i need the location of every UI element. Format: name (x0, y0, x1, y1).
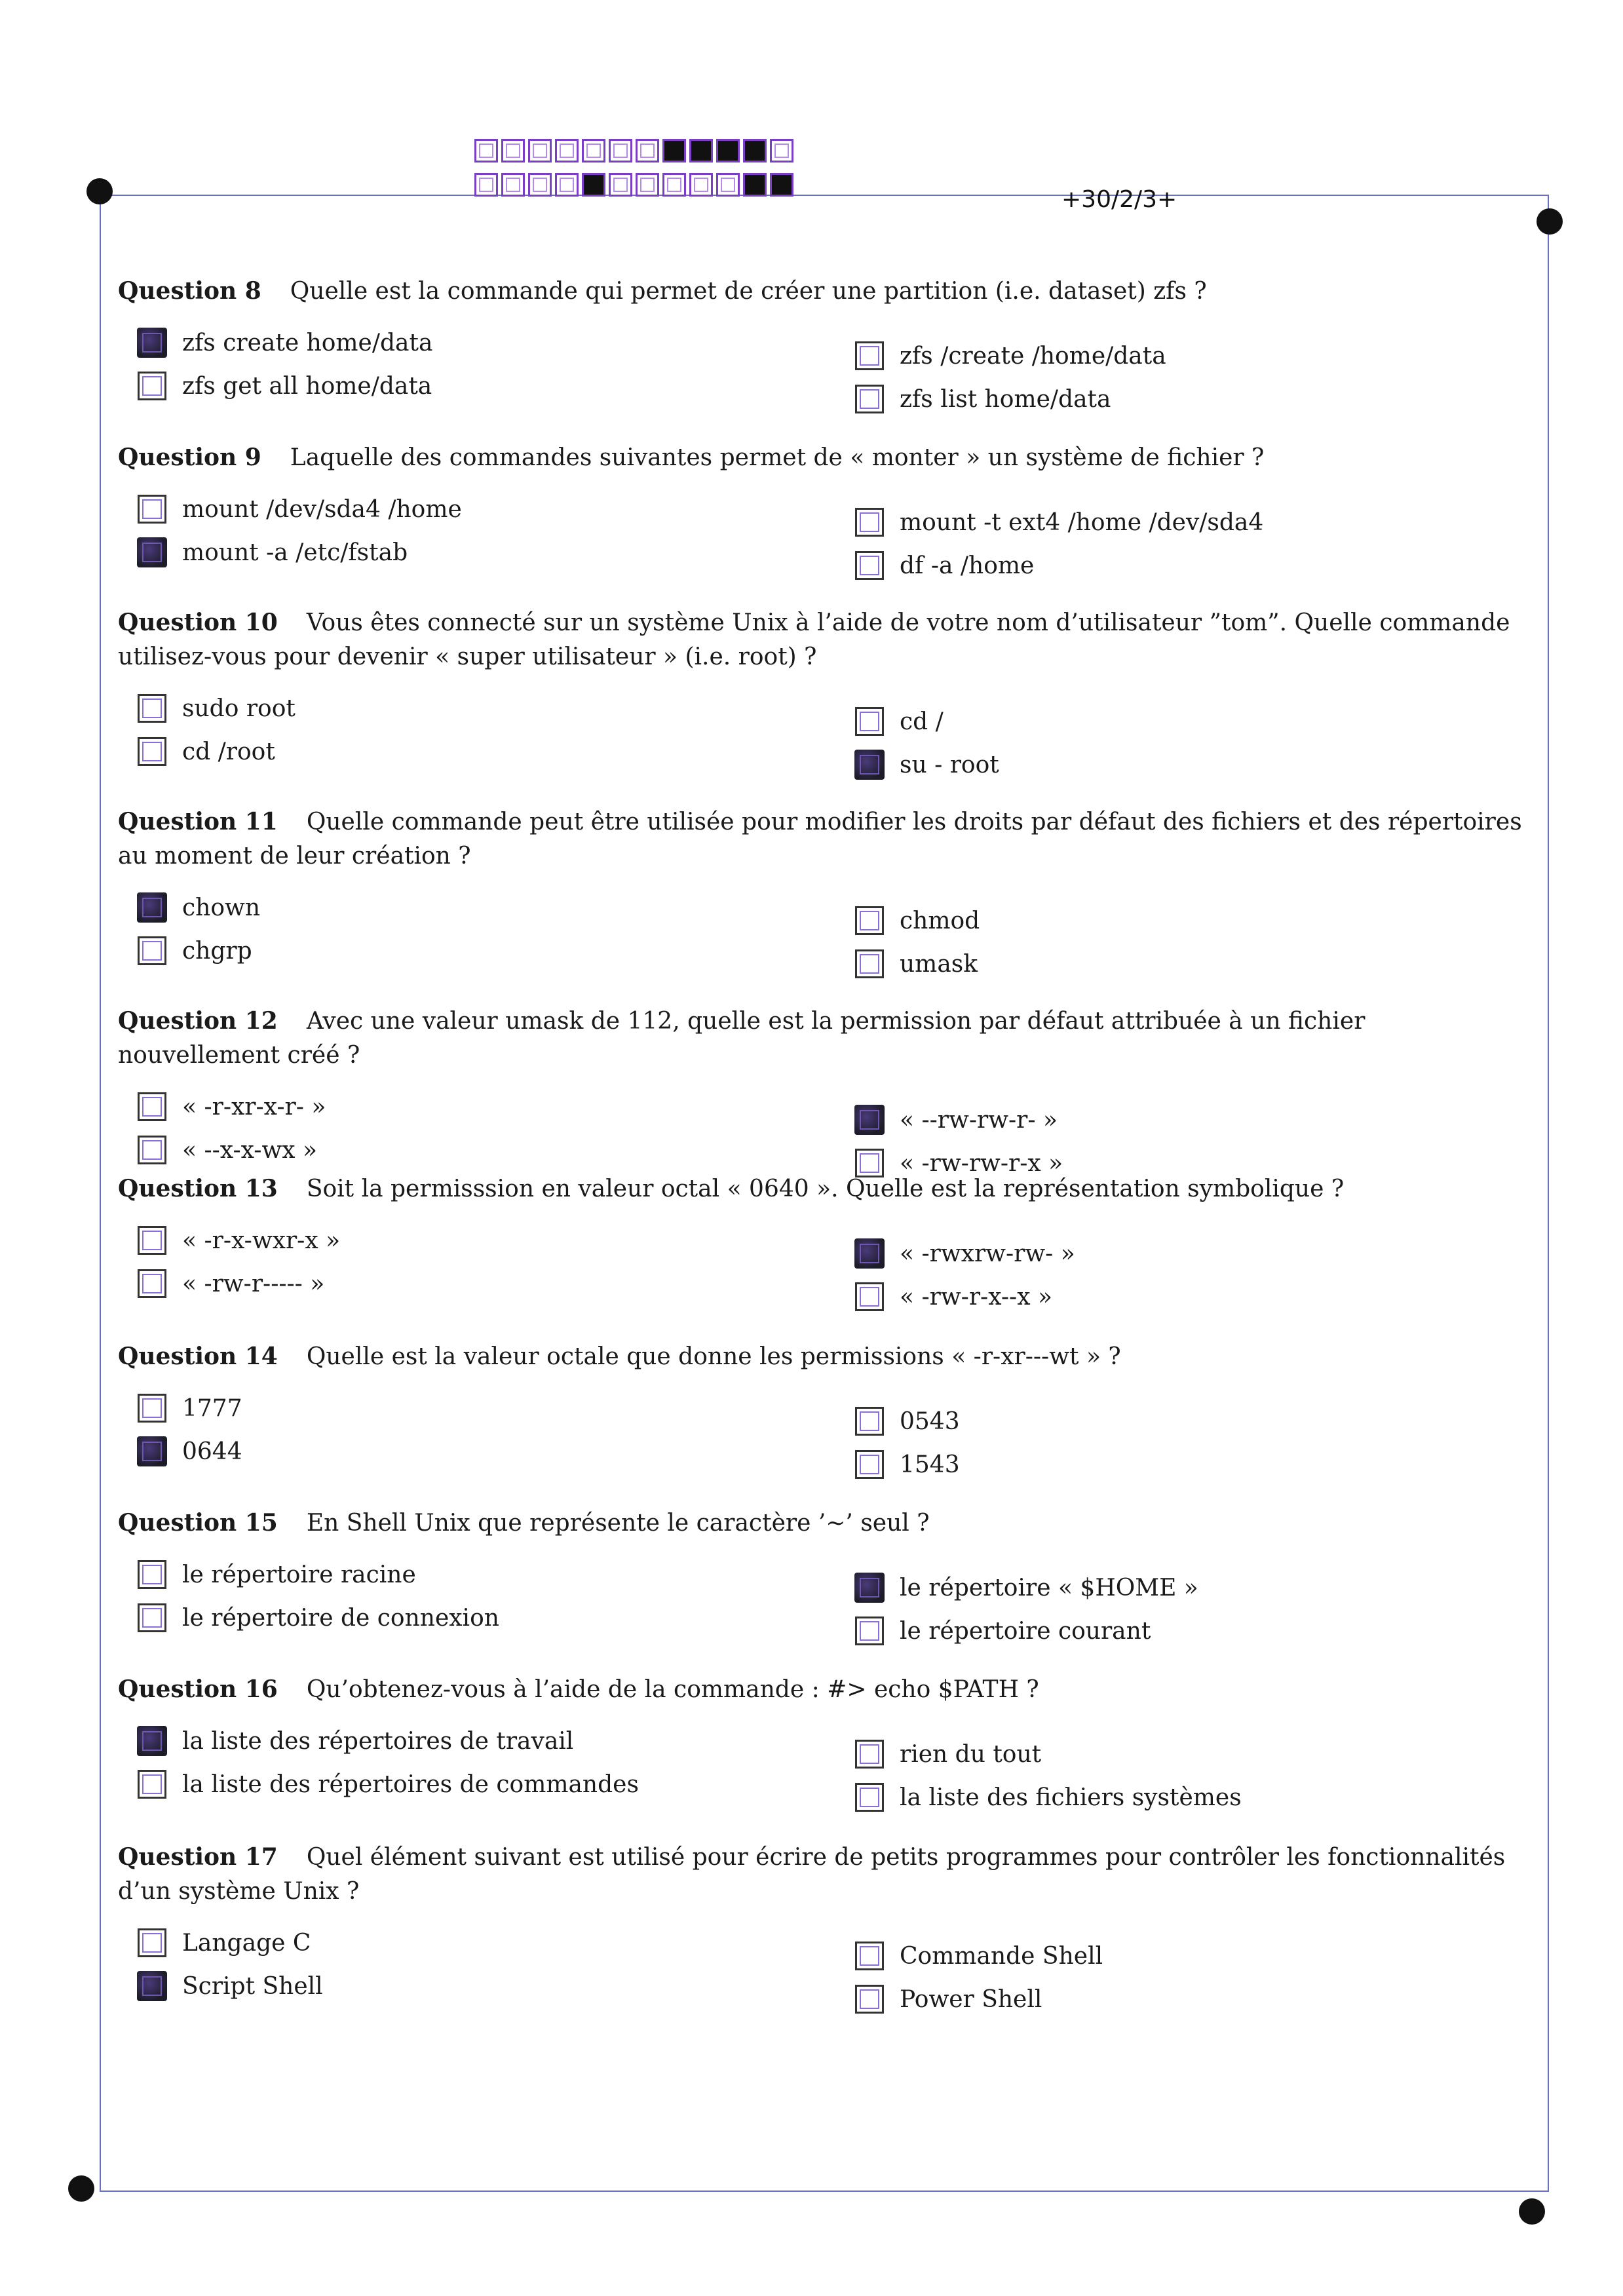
checkbox-checked[interactable] (855, 1105, 884, 1134)
answer-label: « -r-xr-x-r- » (182, 1093, 326, 1120)
checkbox-empty[interactable] (855, 906, 884, 935)
question-block (118, 1172, 1527, 1322)
answer-label: df -a /home (900, 552, 1035, 579)
answer-option[interactable] (855, 1982, 1042, 2016)
question-label: Question 15 (118, 1509, 278, 1537)
question-block (118, 605, 1527, 790)
checkbox-empty[interactable] (855, 341, 884, 370)
answer-option[interactable] (138, 1434, 242, 1468)
answer-option[interactable] (138, 1267, 324, 1301)
answer-label: 1777 (182, 1394, 242, 1422)
checkbox-empty[interactable] (138, 1092, 166, 1121)
barcode-row (474, 139, 797, 163)
checkbox-checked[interactable] (138, 893, 166, 922)
answer-label: umask (900, 950, 978, 978)
question-block (118, 440, 1527, 590)
checkbox-empty[interactable] (855, 551, 884, 580)
answer-label: sudo root (182, 695, 296, 722)
answer-label: chown (182, 894, 261, 921)
answer-option[interactable] (855, 704, 944, 738)
answer-option[interactable] (855, 339, 1166, 373)
registration-dot-top-right (1537, 208, 1563, 235)
answer-option[interactable] (855, 1939, 1103, 1973)
answer-label: 1543 (900, 1451, 960, 1478)
answer-label: le répertoire de connexion (182, 1604, 499, 1632)
question-text (118, 440, 1527, 475)
checkbox-checked[interactable] (855, 1239, 884, 1268)
barcode-cell (716, 139, 740, 163)
barcode-cell (501, 173, 525, 197)
answer-label: su - root (900, 751, 999, 778)
barcode-cell (770, 139, 793, 163)
checkbox-empty[interactable] (855, 1740, 884, 1769)
question-block (118, 1840, 1527, 2024)
answer-options (118, 1223, 1527, 1322)
answer-label: « --x-x-wx » (182, 1136, 318, 1164)
answer-label: zfs list home/data (900, 385, 1111, 413)
checkbox-empty[interactable] (138, 1770, 166, 1799)
answer-option[interactable] (855, 1404, 960, 1438)
checkbox-empty[interactable] (138, 1394, 166, 1423)
checkbox-empty[interactable] (855, 949, 884, 978)
barcode-cell (474, 173, 498, 197)
checkbox-empty[interactable] (138, 1136, 166, 1164)
answer-option[interactable] (138, 890, 260, 925)
answer-option[interactable] (138, 1969, 323, 2003)
checkbox-empty[interactable] (138, 1928, 166, 1957)
answer-label: cd /root (182, 738, 275, 765)
barcode-row (474, 173, 797, 197)
answer-label: 0644 (182, 1438, 242, 1465)
answer-option[interactable] (138, 1724, 573, 1758)
answer-option[interactable] (855, 1737, 1041, 1771)
checkbox-checked[interactable] (855, 1573, 884, 1602)
answer-option[interactable] (138, 1391, 242, 1425)
barcode-cell (662, 139, 686, 163)
checkbox-checked[interactable] (855, 750, 884, 779)
checkbox-empty[interactable] (855, 1942, 884, 1970)
question-block (118, 805, 1527, 989)
checkbox-checked[interactable] (138, 1437, 166, 1466)
answer-label: 0543 (900, 1407, 960, 1435)
answer-option[interactable] (855, 748, 999, 782)
checkbox-empty[interactable] (138, 495, 166, 524)
checkbox-empty[interactable] (855, 1617, 884, 1645)
question-label: Question 14 (118, 1343, 278, 1370)
answer-options (118, 326, 1527, 424)
question-text (118, 1172, 1527, 1206)
question-prompt: Quel élément suivant est utilisé pour écrire de petits programmes pour contrôler les fonctionnalités d’un système Unix ? (118, 1844, 1506, 1905)
answer-option[interactable] (855, 1236, 1075, 1271)
question-block (118, 1672, 1527, 1822)
answer-label: « -rw-rw-r-x » (900, 1149, 1063, 1177)
answer-option[interactable] (855, 1614, 1151, 1648)
checkbox-empty[interactable] (138, 1226, 166, 1255)
answer-option[interactable] (138, 1133, 317, 1167)
answer-label: « -r-x-wxr-x » (182, 1227, 341, 1254)
checkbox-empty[interactable] (138, 936, 166, 965)
answer-label: mount /dev/sda4 /home (182, 495, 462, 523)
answer-label: Commande Shell (900, 1942, 1103, 1970)
barcode-cell (528, 173, 552, 197)
question-prompt: Vous êtes connecté sur un système Unix à l’aide de votre nom d’utilisateur ”tom”. Quelle commande utilisez-vous pour devenir « super utilisateur » (i.e. root) ? (118, 609, 1510, 670)
answer-option[interactable] (138, 369, 432, 403)
answer-label: Power Shell (900, 1985, 1042, 2013)
answer-option[interactable] (138, 1601, 499, 1635)
barcode-cell (609, 139, 632, 163)
answer-label: la liste des répertoires de commandes (182, 1770, 639, 1798)
barcode-cell (528, 139, 552, 163)
answer-label: mount -a /etc/fstab (182, 539, 408, 566)
question-prompt: En Shell Unix que représente le caractère ’∼’ seul ? (306, 1510, 930, 1537)
question-block (118, 1004, 1527, 1188)
answer-option[interactable] (855, 947, 978, 981)
answer-label: chmod (900, 907, 980, 934)
question-text (118, 1506, 1527, 1540)
question-text (118, 805, 1527, 873)
answer-option[interactable] (138, 1558, 416, 1592)
question-label: Question 17 (118, 1843, 278, 1871)
answer-label: « --rw-rw-r- » (900, 1106, 1058, 1134)
answer-label: chgrp (182, 937, 252, 965)
checkbox-empty[interactable] (855, 508, 884, 537)
answer-option[interactable] (138, 535, 408, 569)
checkbox-empty[interactable] (138, 737, 166, 766)
answer-label: « -rw-r-x--x » (900, 1283, 1052, 1311)
answer-option[interactable] (138, 735, 275, 769)
question-block (118, 1506, 1527, 1656)
answer-label: zfs create home/data (182, 329, 433, 356)
answer-options (118, 1724, 1527, 1822)
barcode-cell (582, 173, 605, 197)
answer-option[interactable] (138, 934, 252, 968)
checkbox-empty[interactable] (855, 1783, 884, 1812)
checkbox-empty[interactable] (138, 694, 166, 723)
registration-dot-bottom-left (68, 2175, 94, 2202)
answer-options (118, 890, 1527, 989)
answer-label: Script Shell (182, 1972, 323, 2000)
question-text (118, 1004, 1527, 1073)
answer-options (118, 691, 1527, 790)
answer-option[interactable] (138, 492, 462, 526)
registration-dot-bottom-right (1519, 2198, 1545, 2225)
question-text (118, 1672, 1527, 1707)
checkbox-empty[interactable] (138, 1603, 166, 1632)
answer-option[interactable] (855, 382, 1111, 416)
question-prompt: Quelle est la commande qui permet de créer une partition (i.e. dataset) zfs ? (290, 278, 1207, 305)
question-label: Question 8 (118, 277, 261, 305)
answer-label: rien du tout (900, 1740, 1042, 1768)
answer-options (118, 1558, 1527, 1656)
question-label: Question 9 (118, 444, 261, 471)
barcode-cell (474, 139, 498, 163)
barcode-cell (582, 139, 605, 163)
answer-options (118, 1391, 1527, 1489)
checkbox-checked[interactable] (138, 328, 166, 357)
checkbox-empty[interactable] (855, 1985, 884, 2014)
checkbox-empty[interactable] (138, 372, 166, 400)
answer-option[interactable] (138, 1767, 639, 1801)
question-text (118, 1840, 1527, 1909)
barcode-cell (689, 173, 713, 197)
barcode-cell (743, 173, 767, 197)
answer-option[interactable] (855, 1280, 1052, 1314)
page-code: +30/2/3+ (1061, 186, 1177, 213)
answer-option[interactable] (138, 691, 296, 725)
barcode-cell (770, 173, 793, 197)
answer-label: le répertoire courant (900, 1617, 1151, 1645)
answer-label: « -rwxrw-rw- » (900, 1240, 1075, 1267)
barcode-cell (743, 139, 767, 163)
question-label: Question 13 (118, 1175, 278, 1202)
question-text (118, 274, 1527, 309)
barcode-cell (662, 173, 686, 197)
checkbox-empty[interactable] (855, 1282, 884, 1311)
barcode-cell (636, 173, 659, 197)
barcode-cell (501, 139, 525, 163)
question-text (118, 605, 1527, 674)
question-prompt: Quelle est la valeur octale que donne les permissions « -r-xr---wt » ? (306, 1343, 1121, 1370)
answer-label: la liste des fichiers systèmes (900, 1784, 1242, 1811)
barcode-cell (555, 173, 579, 197)
question-block (118, 274, 1527, 424)
answer-option[interactable] (855, 548, 1034, 583)
answer-option[interactable] (138, 1223, 340, 1257)
question-prompt: Avec une valeur umask de 112, quelle est la permission par défaut attribuée à un fichier nouvellement créé ? (118, 1008, 1365, 1069)
answer-option[interactable] (138, 326, 432, 360)
checkbox-empty[interactable] (855, 1450, 884, 1479)
answer-option[interactable] (138, 1090, 326, 1124)
question-prompt: Soit la permisssion en valeur octal « 0640 ». Quelle est la représentation symbolique ? (306, 1176, 1345, 1202)
barcode-cell (689, 139, 713, 163)
answer-option[interactable] (855, 1780, 1242, 1814)
answer-option[interactable] (855, 1103, 1058, 1137)
question-label: Question 11 (118, 808, 278, 835)
question-prompt: Quelle commande peut être utilisée pour modifier les droits par défaut des fichiers et des répertoires au moment de leur création ? (118, 809, 1522, 870)
question-label: Question 16 (118, 1675, 278, 1703)
question-label: Question 12 (118, 1007, 278, 1035)
answer-label: zfs get all home/data (182, 372, 432, 400)
answer-option[interactable] (855, 1571, 1198, 1605)
answer-label: la liste des répertoires de travail (182, 1727, 574, 1755)
answer-label: cd / (900, 708, 944, 735)
answer-option[interactable] (855, 904, 980, 938)
question-label: Question 10 (118, 609, 278, 636)
barcode-cell (609, 173, 632, 197)
answer-options (118, 1926, 1527, 2024)
question-block (118, 1339, 1527, 1489)
question-prompt: Laquelle des commandes suivantes permet de « monter » un système de fichier ? (290, 444, 1265, 471)
checkbox-checked[interactable] (138, 1972, 166, 2000)
checkbox-checked[interactable] (138, 1727, 166, 1755)
checkbox-empty[interactable] (138, 1560, 166, 1589)
checkbox-empty[interactable] (855, 1407, 884, 1436)
checkbox-empty[interactable] (138, 1269, 166, 1298)
answer-option[interactable] (138, 1926, 311, 1960)
answer-label: le répertoire racine (182, 1561, 416, 1588)
checkbox-empty[interactable] (855, 385, 884, 413)
answer-option[interactable] (855, 505, 1263, 539)
answer-label: zfs /create /home/data (900, 342, 1166, 370)
barcode-cell (555, 139, 579, 163)
question-prompt: Qu’obtenez-vous à l’aide de la commande : #> echo $PATH ? (306, 1676, 1039, 1703)
question-text (118, 1339, 1527, 1374)
barcode-cell (636, 139, 659, 163)
registration-dot-top-left (86, 178, 113, 204)
answer-label: le répertoire « $HOME » (900, 1574, 1198, 1601)
checkbox-checked[interactable] (138, 538, 166, 567)
answer-option[interactable] (855, 1447, 960, 1482)
checkbox-empty[interactable] (855, 707, 884, 736)
answer-label: Langage C (182, 1929, 311, 1957)
barcode-cell (716, 173, 740, 197)
answer-label: mount -t ext4 /home /dev/sda4 (900, 508, 1264, 536)
answer-options (118, 492, 1527, 590)
answer-label: « -rw-r----- » (182, 1270, 325, 1297)
